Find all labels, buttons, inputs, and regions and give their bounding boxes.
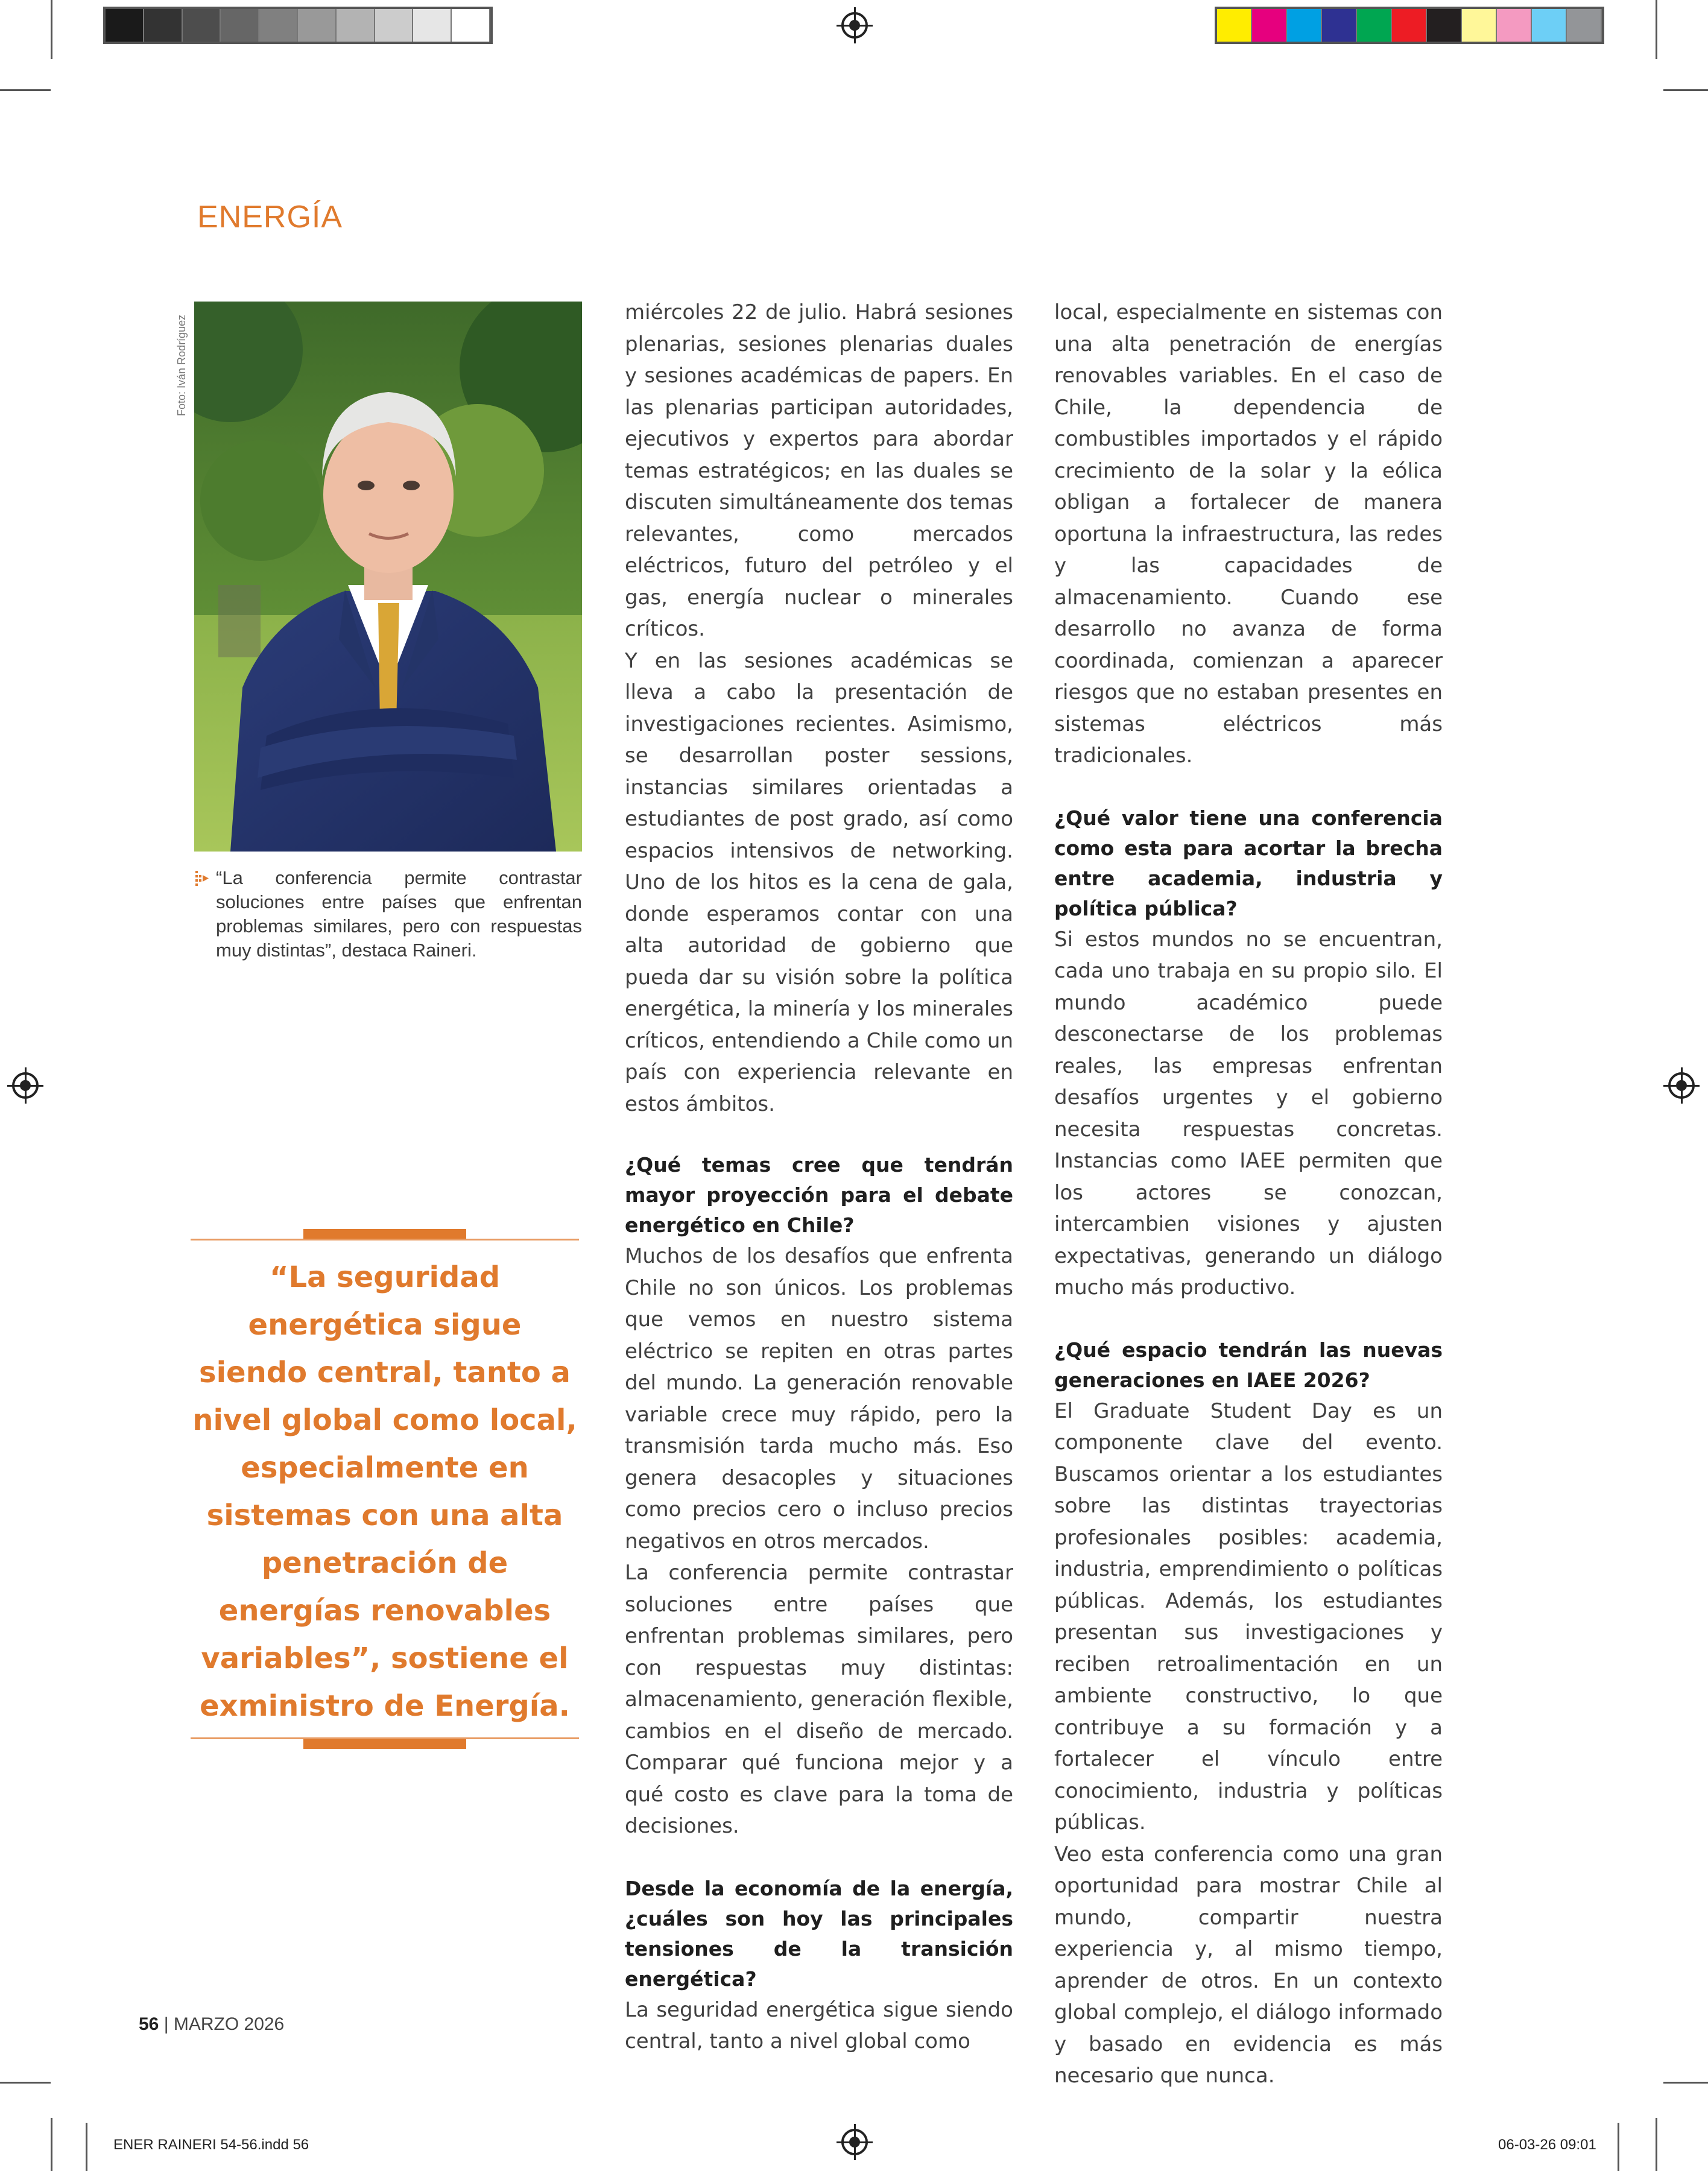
- crop-mark: [1656, 2118, 1657, 2171]
- crop-mark: [0, 89, 51, 91]
- slug-date: 06-03-26 09:01: [1498, 2137, 1596, 2153]
- body-paragraph: miércoles 22 de julio. Habrá sesiones plenarias, sesiones plenarias duales y sesiones académicas de papers. En las plenarias participan autoridades, ejecutivos y expertos para abordar temas estratégicos; en las duales se discuten simultáneamente dos temas relevantes, como mercados eléctricos, futuro del petróleo y el gas, energía nuclear o minerales críticos.: [625, 300, 1013, 641]
- body-paragraph: local, especialmente en sistemas con una alta penetración de energías renovables variables. En el caso de Chile, la dependencia de combustibles importados y el rápido crecimiento de la solar y la eólica obligan a fortalecer de manera oportuna la infraestructura, las redes y las capacidades de almacenamiento. Cuando ese desarrollo no avanza de forma coordinada, comienzan a aparecer riesgos que no estaban presentes en sistemas eléctricos más tradicionales.: [1054, 300, 1443, 768]
- color-swatch: [106, 9, 144, 42]
- article-column-right: [1054, 297, 1443, 2092]
- color-swatch: [1217, 9, 1252, 42]
- color-swatch: [144, 9, 183, 42]
- body-paragraph: Veo esta conferencia como una gran oportunidad para mostrar Chile al mundo, compartir nuestra experiencia y, al mismo tiempo, aprender de otros. En un contexto global complejo, el diálogo informado y basado en evidencia es más necesario que nunca.: [1054, 1842, 1443, 2088]
- crop-mark: [1663, 2082, 1708, 2084]
- color-swatch: [1322, 9, 1357, 42]
- color-swatch: [375, 9, 414, 42]
- section-title: ENERGÍA: [197, 200, 343, 235]
- interview-question: Desde la economía de la energía, ¿cuáles son hoy las principales tensiones de la transición energética?: [625, 1876, 1013, 1991]
- crop-mark: [1656, 0, 1657, 59]
- page-number: 56: [139, 2014, 159, 2034]
- crop-mark: [86, 2123, 87, 2171]
- color-swatch: [1287, 9, 1322, 42]
- pull-quote-bottom-rule: [191, 1737, 579, 1739]
- body-paragraph: El Graduate Student Day es un componente clave del evento. Buscamos orientar a los estudiantes sobre las distintas trayectorias profesionales posibles: academia, industria, emprendimiento o políticas públicas. Además, los estudiantes presentan sus investigaciones y reciben retroalimentación en un ambiente constructivo, lo que contribuye a su formación y a fortalecer el vínculo entre conocimiento, industria y políticas públicas.: [1054, 1398, 1443, 1834]
- slug-file-name: ENER RAINERI 54-56.indd 56: [113, 2137, 309, 2153]
- color-swatch: [221, 9, 259, 42]
- color-swatch: [259, 9, 298, 42]
- pull-quote: [191, 1229, 579, 1749]
- registration-mark-icon: [12, 1072, 39, 1099]
- crop-mark: [0, 2082, 51, 2084]
- color-swatch: [452, 9, 490, 42]
- color-swatch: [1567, 9, 1602, 42]
- photo-credit: Foto: Iván Rodríguez: [176, 314, 188, 416]
- color-swatch: [1462, 9, 1497, 42]
- body-paragraph: La seguridad energética sigue siendo central, tanto a nivel global como: [625, 1997, 1013, 2053]
- registration-mark-icon: [1668, 1072, 1695, 1099]
- color-swatch: [1497, 9, 1532, 42]
- color-swatch: [337, 9, 375, 42]
- crop-mark: [51, 0, 52, 59]
- pull-quote-top-bar: [303, 1229, 466, 1239]
- interview-question: ¿Qué espacio tendrán las nuevas generaciones en IAEE 2026?: [1054, 1338, 1443, 1392]
- pull-quote-bottom-bar: [303, 1739, 466, 1749]
- color-swatch: [183, 9, 221, 42]
- pull-quote-top-rule: [191, 1239, 579, 1240]
- registration-mark-icon: [841, 2129, 868, 2155]
- grayscale-color-bar: [103, 7, 493, 44]
- interview-question: ¿Qué temas cree que tendrán mayor proyección para el debate energético en Chile?: [625, 1153, 1013, 1237]
- body-paragraph: La conferencia permite contrastar soluciones entre países que enfrentan problemas similares, pero con respuestas muy distintas: almacenamiento, generación flexible, cambios en el diseño de mercado. Comparar qué funciona mejor y a qué costo es clave para la toma de decisiones.: [625, 1561, 1013, 1838]
- crop-mark: [1618, 2123, 1619, 2171]
- color-swatch: [1252, 9, 1287, 42]
- process-color-bar: [1215, 7, 1604, 44]
- article-column-middle: [625, 297, 1013, 2058]
- body-paragraph: Y en las sesiones académicas se lleva a cabo la presentación de investigaciones recientes. Asimismo, se desarrollan poster sessions, instancias similares orientadas a estudiantes de post grado, así como espacios intensivos de networking. Uno de los hitos es la cena de gala, donde esperamos contar con una alta autoridad de gobierno que pueda dar su visión sobre la política energética, la minería y los minerales críticos, entendiendo a Chile como un país con experiencia relevante en estos ámbitos.: [625, 648, 1013, 1116]
- crop-mark: [51, 2118, 52, 2171]
- pull-quote-text: “La seguridad energética sigue siendo central, tanto a nivel global como local, especialmente en sistemas con una alta penetración de energías renovables variables”, sostiene el exministro de Energía.: [192, 1260, 577, 1723]
- registration-mark-icon: [841, 12, 868, 39]
- color-swatch: [1392, 9, 1427, 42]
- color-swatch: [413, 9, 452, 42]
- issue-date: | MARZO 2026: [163, 2014, 285, 2034]
- interview-question: ¿Qué valor tiene una conferencia como esta para acortar la brecha entre academia, industria y política pública?: [1054, 806, 1443, 920]
- color-swatch: [1357, 9, 1392, 42]
- body-paragraph: Si estos mundos no se encuentran, cada uno trabaja en su propio silo. El mundo académico puede desconectarse de los problemas reales, las empresas enfrentan desafíos urgentes y el gobierno necesita respuestas concretas. Instancias como IAEE permiten que los actores se conozcan, intercambien visiones y ajusten expectativas, generando un diálogo mucho más productivo.: [1054, 927, 1443, 1300]
- photo-caption: “La conferencia permite contrastar soluciones entre países que enfrentan problemas similares, pero con respuestas muy distintas”, destaca Raineri.: [194, 866, 582, 962]
- caption-arrow-icon: [195, 870, 210, 886]
- portrait-photo: [194, 302, 582, 852]
- color-swatch: [298, 9, 337, 42]
- page-folio: [139, 2014, 284, 2035]
- color-swatch: [1427, 9, 1462, 42]
- color-swatch: [1532, 9, 1567, 42]
- crop-mark: [1663, 89, 1708, 91]
- body-paragraph: Muchos de los desafíos que enfrenta Chile no son únicos. Los problemas que vemos en nuestro sistema eléctrico se repiten en otras partes del mundo. La generación renovable variable crece muy rápido, pero la transmisión tarda mucho más. Eso genera desacoples y situaciones como precios cero o incluso precios negativos en otros mercados.: [625, 1244, 1013, 1553]
